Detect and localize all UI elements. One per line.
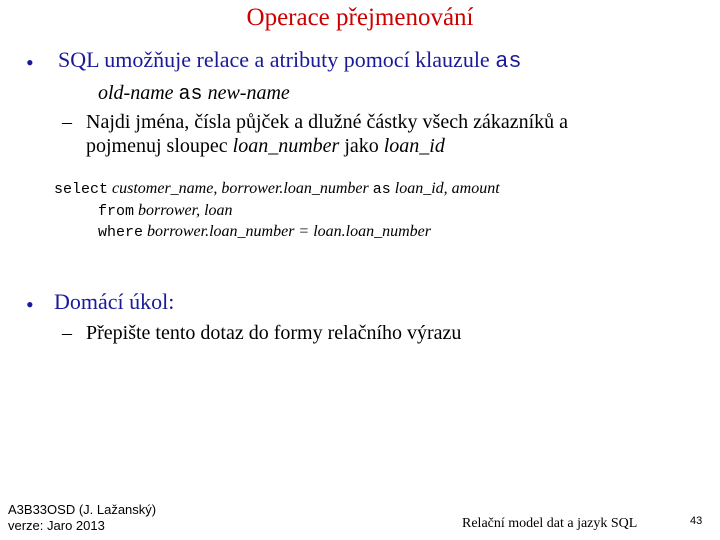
query-select-part1: customer_name, borrower.loan_number (112, 180, 369, 197)
sub-bullet-2-text: Přepište tento dotaz do formy relačního výrazu (86, 322, 462, 344)
syntax-line (98, 82, 290, 106)
syntax-keyword: as (178, 83, 203, 106)
page-number: 43 (690, 515, 703, 527)
query-where-line (98, 223, 431, 241)
query-where-keyword: where (98, 224, 144, 241)
footer-course-info (8, 502, 156, 534)
footer-course: A3B33OSD (J. Lažanský) (8, 502, 157, 517)
bullet-1-text: SQL umožňuje relace a atributy pomocí klauzule (58, 47, 490, 72)
bullet-2-text: Domácí úkol: (54, 289, 175, 314)
sub-bullet-1-prefix: pojmenuj sloupec (86, 135, 228, 157)
footer-version: verze: Jaro 2013 (8, 518, 105, 533)
query-select-line (54, 180, 500, 198)
sub-bullet-1-line2 (86, 135, 445, 158)
footer-topic: Relační model dat a jazyk SQL (462, 516, 638, 531)
syntax-old-name: old-name (98, 82, 174, 104)
syntax-new-name: new-name (207, 82, 290, 104)
sub-bullet-1-mid: jako (344, 135, 379, 157)
dash-glyph-1: – (62, 111, 72, 133)
dash-glyph-2: – (62, 322, 72, 344)
query-select-part2: loan_id, amount (394, 180, 500, 197)
bullet-glyph-1: • (26, 50, 34, 75)
query-select-keyword: select (54, 181, 109, 198)
query-as-keyword: as (372, 181, 391, 198)
sub-bullet-1-field2: loan_id (383, 135, 445, 157)
bullet-1 (58, 47, 522, 74)
bullet-1-keyword: as (495, 49, 522, 74)
sub-bullet-1-line1: Najdi jména, čísla půjček a dlužné částky všech zákazníků a (86, 111, 569, 133)
bullet-glyph-2: • (26, 292, 34, 317)
sub-bullet-1-field1: loan_number (232, 135, 340, 157)
query-from-line (98, 202, 233, 220)
slide-title: Operace přejmenování (246, 4, 474, 31)
query-where-condition: borrower.loan_number = loan.loan_number (147, 223, 431, 240)
query-from-tables: borrower, loan (138, 202, 233, 219)
query-from-keyword: from (98, 203, 135, 220)
